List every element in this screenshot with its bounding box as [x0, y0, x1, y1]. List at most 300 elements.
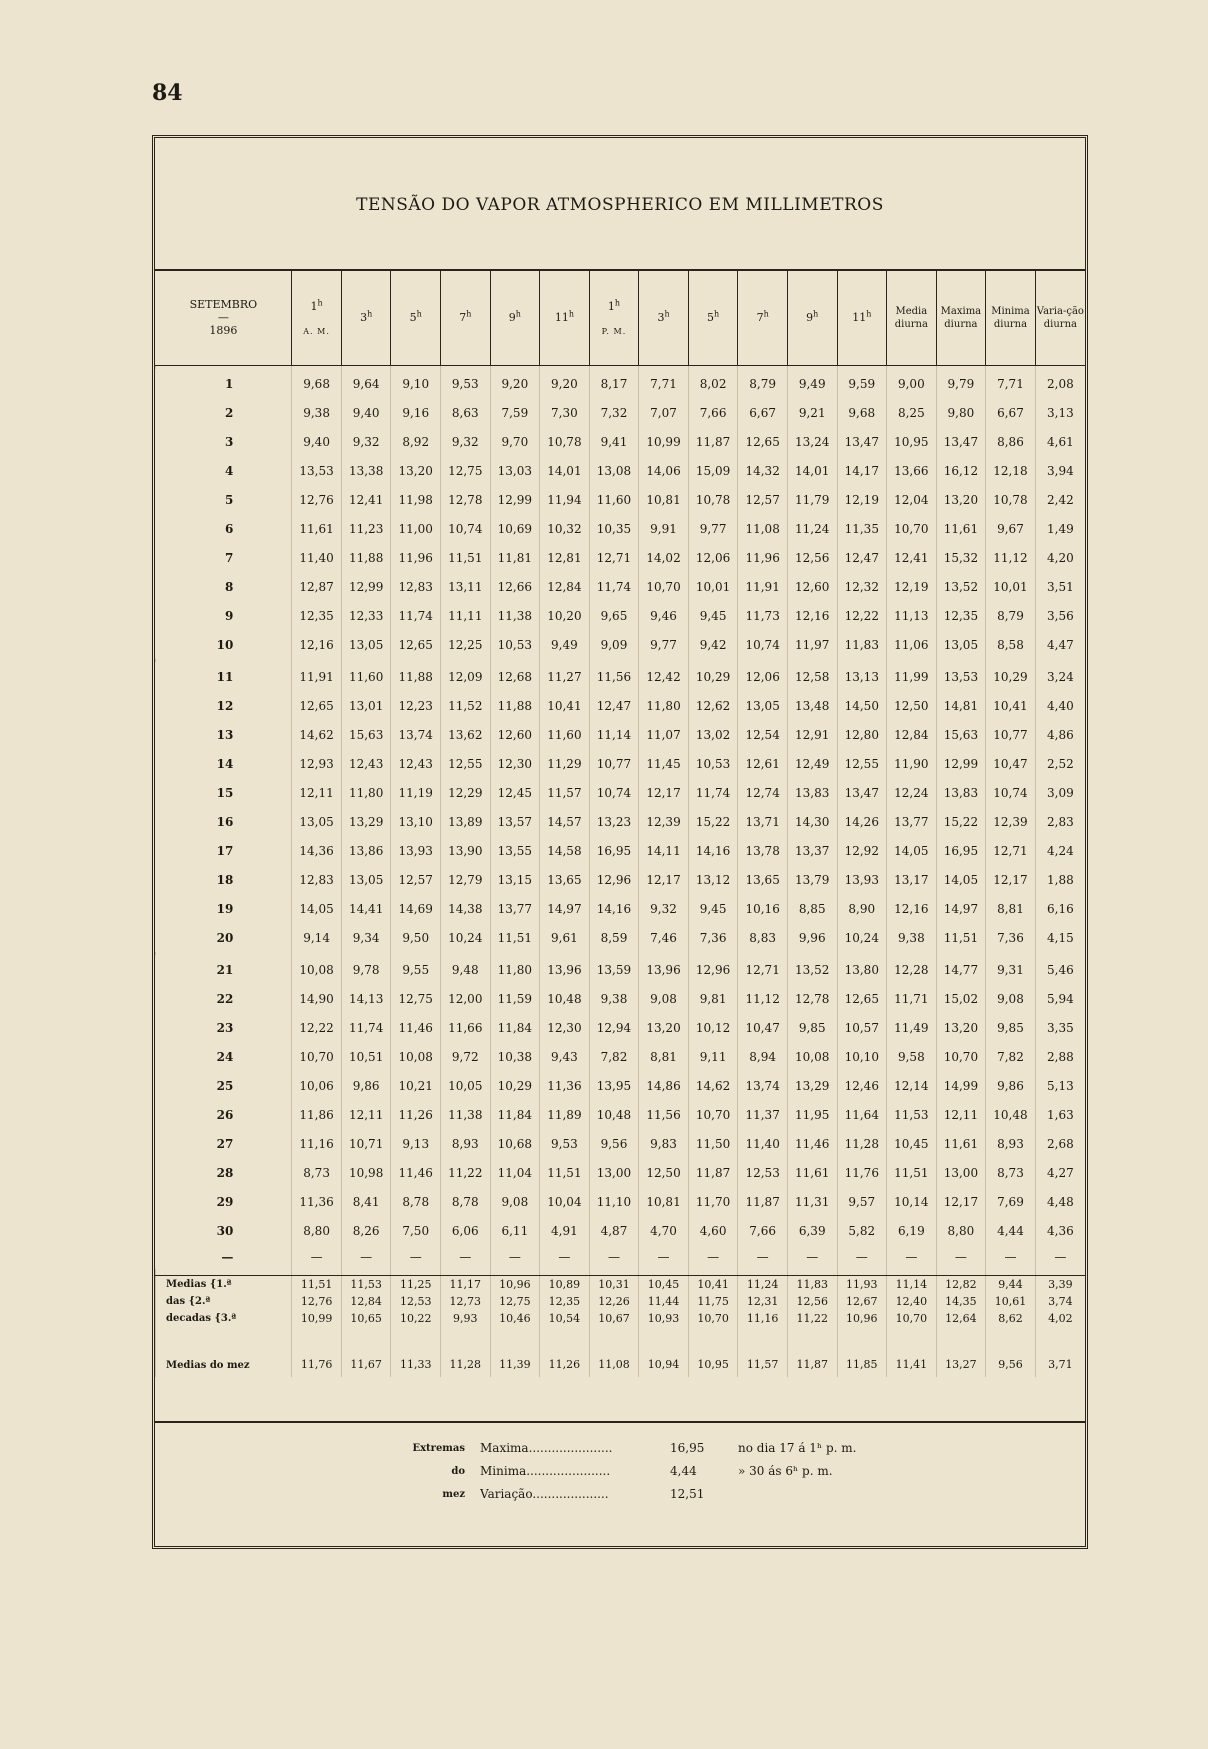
value-cell: 14,97: [540, 894, 590, 923]
value-cell: 12,16: [292, 630, 342, 659]
value-cell: 13,17: [887, 865, 937, 894]
value-cell: 9,64: [341, 369, 391, 398]
value-cell: 13,47: [936, 427, 986, 456]
value-cell: 13,66: [887, 456, 937, 485]
value-cell: 9,79: [936, 369, 986, 398]
dash-row: [156, 1245, 1086, 1269]
value-cell: 7,82: [589, 1042, 639, 1071]
value-cell: 10,47: [986, 749, 1036, 778]
table-row: [156, 894, 1086, 923]
value-cell: 4,91: [540, 1216, 590, 1245]
value-cell: 13,00: [589, 1158, 639, 1187]
dash-cell: —: [341, 1245, 391, 1269]
value-cell: 12,23: [391, 691, 441, 720]
value-cell: 10,70: [887, 514, 937, 543]
value-cell: 11,31: [787, 1187, 837, 1216]
value-cell: 12,53: [738, 1158, 788, 1187]
value-cell: 9,08: [986, 984, 1036, 1013]
value-cell: 15,63: [936, 720, 986, 749]
value-cell: 12,46: [837, 1071, 887, 1100]
value-cell: 2,88: [1035, 1042, 1085, 1071]
variacao-header: Varia-ção diurna: [1035, 269, 1085, 366]
value-cell: 13,37: [787, 836, 837, 865]
value-cell: 14,16: [688, 836, 738, 865]
value-cell: 9,32: [341, 427, 391, 456]
value-cell: 11,46: [787, 1129, 837, 1158]
value-cell: 14,81: [936, 691, 986, 720]
value-cell: 14,38: [441, 894, 491, 923]
value-cell: 9,78: [341, 955, 391, 984]
value-cell: 13,00: [936, 1158, 986, 1187]
value-cell: 13,20: [936, 1013, 986, 1042]
value-cell: 11,17: [441, 1276, 491, 1294]
value-cell: 13,03: [490, 456, 540, 485]
table-row: [156, 456, 1086, 485]
value-cell: 9,49: [787, 369, 837, 398]
value-cell: 12,19: [837, 485, 887, 514]
value-cell: 11,28: [441, 1327, 491, 1377]
value-cell: 7,71: [639, 369, 689, 398]
value-cell: 11,96: [391, 543, 441, 572]
value-cell: 12,83: [391, 572, 441, 601]
month-means-row: [156, 1327, 1086, 1377]
value-cell: 10,98: [341, 1158, 391, 1187]
value-cell: 15,32: [936, 543, 986, 572]
media-header: Media diurna: [887, 269, 937, 366]
value-cell: 11,12: [738, 984, 788, 1013]
value-cell: 12,30: [490, 749, 540, 778]
value-cell: 12,96: [589, 865, 639, 894]
value-cell: 11,24: [787, 514, 837, 543]
value-cell: 2,52: [1035, 749, 1085, 778]
value-cell: 9,85: [986, 1013, 1036, 1042]
value-cell: 12,66: [490, 572, 540, 601]
value-cell: 11,56: [589, 662, 639, 691]
value-cell: 12,04: [887, 485, 937, 514]
value-cell: 13,86: [341, 836, 391, 865]
value-cell: 4,44: [986, 1216, 1036, 1245]
value-cell: 8,81: [639, 1042, 689, 1071]
value-cell: 9,93: [441, 1310, 491, 1327]
value-cell: 11,38: [441, 1100, 491, 1129]
value-cell: 12,99: [936, 749, 986, 778]
value-cell: 9,50: [391, 923, 441, 952]
day-cell: 11: [216, 669, 234, 684]
value-cell: 12,35: [540, 1293, 590, 1310]
table-row: [156, 485, 1086, 514]
value-cell: 9,45: [688, 894, 738, 923]
value-cell: 11,94: [540, 485, 590, 514]
am-label: A. M.: [303, 326, 330, 336]
value-cell: 13,93: [837, 865, 887, 894]
value-cell: 11,73: [738, 601, 788, 630]
value-cell: 9,44: [986, 1276, 1036, 1294]
value-cell: 9,68: [837, 398, 887, 427]
value-cell: 14,11: [639, 836, 689, 865]
value-cell: 13,48: [787, 691, 837, 720]
value-cell: 12,76: [292, 1293, 342, 1310]
value-cell: 13,96: [639, 955, 689, 984]
value-cell: 11,70: [688, 1187, 738, 1216]
value-cell: 11,51: [540, 1158, 590, 1187]
value-cell: 8,62: [986, 1310, 1036, 1327]
day-cell: 27: [216, 1136, 234, 1151]
value-cell: 12,53: [391, 1293, 441, 1310]
value-cell: 13,83: [936, 778, 986, 807]
value-cell: 11,74: [688, 778, 738, 807]
value-cell: 15,63: [341, 720, 391, 749]
value-cell: 11,36: [292, 1187, 342, 1216]
extreme-maxima: Maxima...................... 16,95 no dia 17 á 1ʰ p. m.: [480, 1441, 857, 1455]
value-cell: 10,14: [887, 1187, 937, 1216]
table-row: [156, 691, 1086, 720]
value-cell: 13,89: [441, 807, 491, 836]
value-cell: 14,06: [639, 456, 689, 485]
day-cell: 23: [216, 1020, 234, 1035]
value-cell: 3,56: [1035, 601, 1085, 630]
decade-label: das {2.ª: [156, 1293, 292, 1310]
value-cell: 2,83: [1035, 807, 1085, 836]
value-cell: 11,87: [787, 1327, 837, 1377]
value-cell: 12,45: [490, 778, 540, 807]
extreme-variacao: Variação.................... 12,51: [480, 1487, 705, 1501]
value-cell: 8,80: [292, 1216, 342, 1245]
value-cell: 12,76: [292, 485, 342, 514]
value-cell: 12,35: [936, 601, 986, 630]
value-cell: 9,00: [887, 369, 937, 398]
value-cell: 8,17: [589, 369, 639, 398]
value-cell: 12,16: [787, 601, 837, 630]
value-cell: 9,55: [391, 955, 441, 984]
table-row: [156, 778, 1086, 807]
value-cell: 10,48: [540, 984, 590, 1013]
value-cell: 11,89: [540, 1100, 590, 1129]
value-cell: 12,30: [540, 1013, 590, 1042]
value-cell: 10,48: [589, 1100, 639, 1129]
extremes-label: do: [451, 1466, 465, 1477]
day-cell: 21: [216, 962, 234, 977]
value-cell: 9,34: [341, 923, 391, 952]
value-cell: 3,39: [1035, 1276, 1085, 1294]
value-cell: 10,71: [341, 1129, 391, 1158]
value-cell: 13,83: [787, 778, 837, 807]
value-cell: 11,25: [391, 1276, 441, 1294]
value-cell: 8,85: [787, 894, 837, 923]
value-cell: 7,46: [639, 923, 689, 952]
value-cell: 11,64: [837, 1100, 887, 1129]
hour-header: 11$^h$: [837, 269, 887, 366]
value-cell: 12,35: [292, 601, 342, 630]
value-cell: 11,61: [936, 514, 986, 543]
value-cell: 11,84: [490, 1013, 540, 1042]
value-cell: 11,96: [738, 543, 788, 572]
value-cell: 8,80: [936, 1216, 986, 1245]
value-cell: 9,77: [688, 514, 738, 543]
value-cell: 11,57: [738, 1327, 788, 1377]
value-cell: 11,26: [540, 1327, 590, 1377]
value-cell: 16,95: [589, 836, 639, 865]
value-cell: 12,56: [787, 543, 837, 572]
value-cell: 9,49: [540, 630, 590, 659]
value-cell: 11,08: [738, 514, 788, 543]
table-row: [156, 572, 1086, 601]
value-cell: 11,41: [887, 1327, 937, 1377]
value-cell: 13,53: [292, 456, 342, 485]
dash-cell: —: [887, 1245, 937, 1269]
value-cell: 13,57: [490, 807, 540, 836]
value-cell: 11,22: [787, 1310, 837, 1327]
value-cell: 9,38: [887, 923, 937, 952]
value-cell: 14,77: [936, 955, 986, 984]
decade-row: [156, 1293, 1086, 1310]
table-row: [156, 1042, 1086, 1071]
day-cell: 25: [216, 1078, 234, 1093]
value-cell: 13,47: [837, 778, 887, 807]
value-cell: 11,87: [688, 427, 738, 456]
value-cell: 13,27: [936, 1327, 986, 1377]
decade-label: Medias {1.ª: [156, 1276, 292, 1294]
value-cell: 9,08: [490, 1187, 540, 1216]
value-cell: 9,70: [490, 427, 540, 456]
value-cell: 12,39: [986, 807, 1036, 836]
value-cell: 11,75: [688, 1293, 738, 1310]
value-cell: 9,38: [292, 398, 342, 427]
value-cell: 9,46: [639, 601, 689, 630]
value-cell: 12,96: [688, 955, 738, 984]
value-cell: 14,99: [936, 1071, 986, 1100]
value-cell: 4,48: [1035, 1187, 1085, 1216]
value-cell: 9,21: [787, 398, 837, 427]
value-cell: 11,87: [738, 1187, 788, 1216]
value-cell: 16,12: [936, 456, 986, 485]
value-cell: 13,78: [738, 836, 788, 865]
value-cell: 9,81: [688, 984, 738, 1013]
hour-header: 1$^h$ A. M.: [292, 269, 342, 366]
value-cell: 3,94: [1035, 456, 1085, 485]
day-cell: 28: [216, 1165, 234, 1180]
value-cell: 10,78: [688, 485, 738, 514]
value-cell: 10,70: [688, 1310, 738, 1327]
value-cell: 10,57: [837, 1013, 887, 1042]
table-row: [156, 662, 1086, 691]
value-cell: 11,87: [688, 1158, 738, 1187]
day-cell: 19: [216, 901, 234, 916]
value-cell: 10,70: [639, 572, 689, 601]
value-cell: 11,53: [887, 1100, 937, 1129]
value-cell: 7,30: [540, 398, 590, 427]
value-cell: 10,05: [441, 1071, 491, 1100]
dash-cell: —: [391, 1245, 441, 1269]
table-row: [156, 984, 1086, 1013]
value-cell: 12,91: [787, 720, 837, 749]
value-cell: 12,87: [292, 572, 342, 601]
value-cell: 12,14: [887, 1071, 937, 1100]
month-dash: —: [217, 310, 229, 324]
value-cell: 10,93: [639, 1310, 689, 1327]
value-cell: 10,29: [986, 662, 1036, 691]
month-means-label: Medias do mez: [156, 1327, 292, 1377]
value-cell: 11,91: [738, 572, 788, 601]
value-cell: 3,13: [1035, 398, 1085, 427]
value-cell: 13,79: [787, 865, 837, 894]
value-cell: 10,35: [589, 514, 639, 543]
value-cell: 11,83: [837, 630, 887, 659]
value-cell: 12,71: [986, 836, 1036, 865]
dash-cell: —: [490, 1245, 540, 1269]
value-cell: 8,79: [738, 369, 788, 398]
value-cell: 12,06: [738, 662, 788, 691]
day-cell: 26: [216, 1107, 234, 1122]
day-cell: 1: [224, 376, 234, 391]
value-cell: 10,70: [887, 1310, 937, 1327]
value-cell: 12,18: [986, 456, 1036, 485]
value-cell: 13,05: [738, 691, 788, 720]
value-cell: 15,09: [688, 456, 738, 485]
day-cell: 18: [216, 872, 234, 887]
value-cell: 11,22: [441, 1158, 491, 1187]
value-cell: 14,32: [738, 456, 788, 485]
day-cell: 24: [216, 1049, 234, 1064]
value-cell: 6,67: [986, 398, 1036, 427]
value-cell: 11,76: [837, 1158, 887, 1187]
value-cell: 12,92: [837, 836, 887, 865]
value-cell: 4,86: [1035, 720, 1085, 749]
value-cell: 10,16: [738, 894, 788, 923]
table-row: [156, 923, 1086, 952]
value-cell: 8,81: [986, 894, 1036, 923]
value-cell: 12,55: [441, 749, 491, 778]
hour-header: 3$^h$: [639, 269, 689, 366]
value-cell: 10,99: [639, 427, 689, 456]
value-cell: 13,74: [738, 1071, 788, 1100]
value-cell: 13,47: [837, 427, 887, 456]
value-cell: 11,46: [391, 1158, 441, 1187]
value-cell: 5,46: [1035, 955, 1085, 984]
value-cell: 11,00: [391, 514, 441, 543]
value-cell: 10,41: [540, 691, 590, 720]
value-cell: 14,05: [887, 836, 937, 865]
value-cell: 11,26: [391, 1100, 441, 1129]
value-cell: 15,02: [936, 984, 986, 1013]
value-cell: 11,76: [292, 1327, 342, 1377]
value-cell: 12,47: [589, 691, 639, 720]
value-cell: 4,60: [688, 1216, 738, 1245]
value-cell: 11,36: [540, 1071, 590, 1100]
value-cell: 11,33: [391, 1327, 441, 1377]
value-cell: 4,40: [1035, 691, 1085, 720]
value-cell: 13,65: [738, 865, 788, 894]
value-cell: 9,86: [341, 1071, 391, 1100]
value-cell: 8,59: [589, 923, 639, 952]
value-cell: 14,90: [292, 984, 342, 1013]
value-cell: 8,90: [837, 894, 887, 923]
value-cell: 11,61: [787, 1158, 837, 1187]
dash-cell: —: [787, 1245, 837, 1269]
table-row: [156, 514, 1086, 543]
value-cell: 12,32: [837, 572, 887, 601]
value-cell: 12,73: [441, 1293, 491, 1310]
value-cell: 12,84: [540, 572, 590, 601]
value-cell: 11,29: [540, 749, 590, 778]
day-cell: 30: [216, 1223, 234, 1238]
value-cell: 11,88: [490, 691, 540, 720]
value-cell: 12,80: [837, 720, 887, 749]
value-cell: 12,17: [639, 778, 689, 807]
value-cell: 8,79: [986, 601, 1036, 630]
value-cell: 12,26: [589, 1293, 639, 1310]
value-cell: 10,74: [986, 778, 1036, 807]
value-cell: 10,32: [540, 514, 590, 543]
value-cell: 9,56: [986, 1327, 1036, 1377]
year-label: 1896: [209, 323, 238, 337]
value-cell: 12,68: [490, 662, 540, 691]
value-cell: 7,69: [986, 1187, 1036, 1216]
value-cell: 4,70: [639, 1216, 689, 1245]
value-cell: 7,66: [738, 1216, 788, 1245]
value-cell: 10,95: [887, 427, 937, 456]
value-cell: 9,65: [589, 601, 639, 630]
value-cell: 3,51: [1035, 572, 1085, 601]
value-cell: 4,27: [1035, 1158, 1085, 1187]
value-cell: 7,50: [391, 1216, 441, 1245]
value-cell: 11,71: [887, 984, 937, 1013]
value-cell: 9,83: [639, 1129, 689, 1158]
value-cell: 13,93: [391, 836, 441, 865]
value-cell: 7,71: [986, 369, 1036, 398]
value-cell: 14,13: [341, 984, 391, 1013]
dash-cell: —: [221, 1250, 234, 1264]
value-cell: 9,40: [292, 427, 342, 456]
hour-header: 1$^h$ P. M.: [589, 269, 639, 366]
value-cell: 10,41: [688, 1276, 738, 1294]
value-cell: 10,74: [589, 778, 639, 807]
value-cell: 11,39: [490, 1327, 540, 1377]
value-cell: 10,69: [490, 514, 540, 543]
value-cell: 3,09: [1035, 778, 1085, 807]
value-cell: 11,59: [490, 984, 540, 1013]
value-cell: 8,93: [441, 1129, 491, 1158]
value-cell: 12,43: [391, 749, 441, 778]
value-cell: 9,41: [589, 427, 639, 456]
value-cell: 8,41: [341, 1187, 391, 1216]
value-cell: 12,60: [490, 720, 540, 749]
value-cell: 11,74: [589, 572, 639, 601]
value-cell: 4,47: [1035, 630, 1085, 659]
value-cell: 8,93: [986, 1129, 1036, 1158]
value-cell: 11,88: [391, 662, 441, 691]
value-cell: 11,13: [887, 601, 937, 630]
value-cell: 12,62: [688, 691, 738, 720]
value-cell: 9,48: [441, 955, 491, 984]
table-row: [156, 601, 1086, 630]
value-cell: 12,99: [341, 572, 391, 601]
value-cell: 12,58: [787, 662, 837, 691]
value-cell: 10,45: [639, 1276, 689, 1294]
value-cell: 3,24: [1035, 662, 1085, 691]
value-cell: 13,53: [936, 662, 986, 691]
dash-cell: —: [540, 1245, 590, 1269]
value-cell: 11,24: [738, 1276, 788, 1294]
value-cell: 4,02: [1035, 1310, 1085, 1327]
dash-cell: —: [837, 1245, 887, 1269]
value-cell: 13,74: [391, 720, 441, 749]
table-row: [156, 749, 1086, 778]
value-cell: 8,02: [688, 369, 738, 398]
value-cell: 2,68: [1035, 1129, 1085, 1158]
value-cell: 13,02: [688, 720, 738, 749]
value-cell: 4,61: [1035, 427, 1085, 456]
value-cell: 13,10: [391, 807, 441, 836]
